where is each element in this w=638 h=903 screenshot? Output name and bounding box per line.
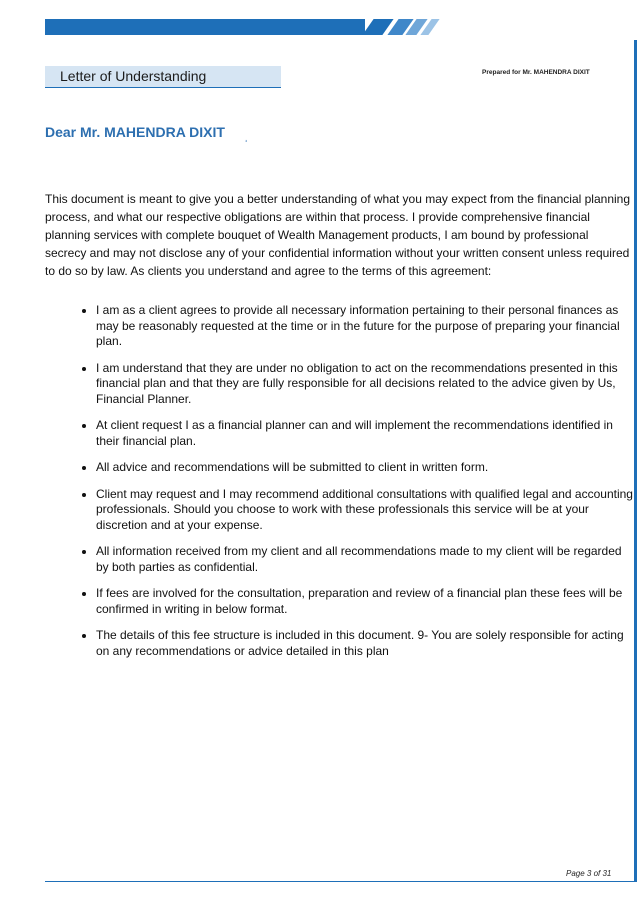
- greeting-mark: ¸: [245, 133, 248, 142]
- page-border-corner: [634, 760, 637, 882]
- bullet-icon: [82, 309, 86, 313]
- bullet-icon: [82, 424, 86, 428]
- list-item-text: All advice and recommendations will be submitted to client in written form.: [96, 460, 489, 474]
- list-item: [75, 303, 633, 350]
- list-item-text: I am understand that they are under no obligation to act on the recommendations presented in this financial plan and that they are fully responsible for all decisions related to the advice given by Us, Financial Planner.: [96, 360, 618, 406]
- list-item-text: If fees are involved for the consultation, preparation and review of a financial plan these fees will be confirmed in writing in below format.: [96, 586, 623, 616]
- list-item: [75, 544, 633, 575]
- bullet-icon: [82, 367, 86, 371]
- list-item-text: All information received from my client and all recommendations made to my client will be regarded by both parties as confidential.: [96, 544, 622, 574]
- list-item-text: Client may request and I may recommend additional consultations with qualified legal and accounting professionals. Should you choose to work with these professionals this service will be at your discretion and at your expense.: [96, 486, 633, 532]
- page-border-bottom: [45, 881, 634, 882]
- bullet-icon: [82, 592, 86, 596]
- list-item: [75, 487, 633, 534]
- bullet-icon: [82, 634, 86, 638]
- document-title-box: [45, 66, 281, 88]
- greeting: Dear Mr. MAHENDRA DIXIT: [45, 124, 225, 140]
- list-item-text: The details of this fee structure is included in this document. 9- You are solely responsible for acting on any recommendations or advice detailed in this plan: [96, 628, 624, 658]
- list-item: [75, 586, 633, 617]
- banner-bar: [45, 19, 365, 35]
- list-item: [75, 361, 633, 408]
- bullet-icon: [82, 466, 86, 470]
- list-item: [75, 418, 633, 449]
- list-item-text: At client request I as a financial planner can and will implement the recommendations identified in their financial plan.: [96, 418, 613, 448]
- list-item: [75, 628, 633, 659]
- intro-paragraph: This document is meant to give you a better understanding of what you may expect from the financial planning process, and what our respective obligations are within that process. I provide comprehensive financial planning services with complete bouquet of Wealth Management products, I am bound by professional secrecy and may not disclose any of your confidential information without your written consent unless required to do so by law. As clients you understand and agree to the terms of this agreement:: [45, 192, 630, 278]
- document-title: Letter of Understanding: [60, 68, 207, 84]
- list-item-text: I am as a client agrees to provide all necessary information pertaining to their personal finances as may be reasonably requested at the time or in the future for the purpose of preparing your financial plan.: [96, 303, 620, 348]
- page-border-right: [634, 40, 637, 760]
- bullet-icon: [82, 493, 86, 497]
- terms-list: [75, 303, 633, 670]
- prepared-for-label: Prepared for Mr. MAHENDRA DIXIT: [482, 69, 590, 76]
- header-banner: [45, 19, 428, 35]
- bullet-icon: [82, 550, 86, 554]
- page-number: Page 3 of 31: [566, 869, 612, 878]
- list-item: [75, 460, 633, 476]
